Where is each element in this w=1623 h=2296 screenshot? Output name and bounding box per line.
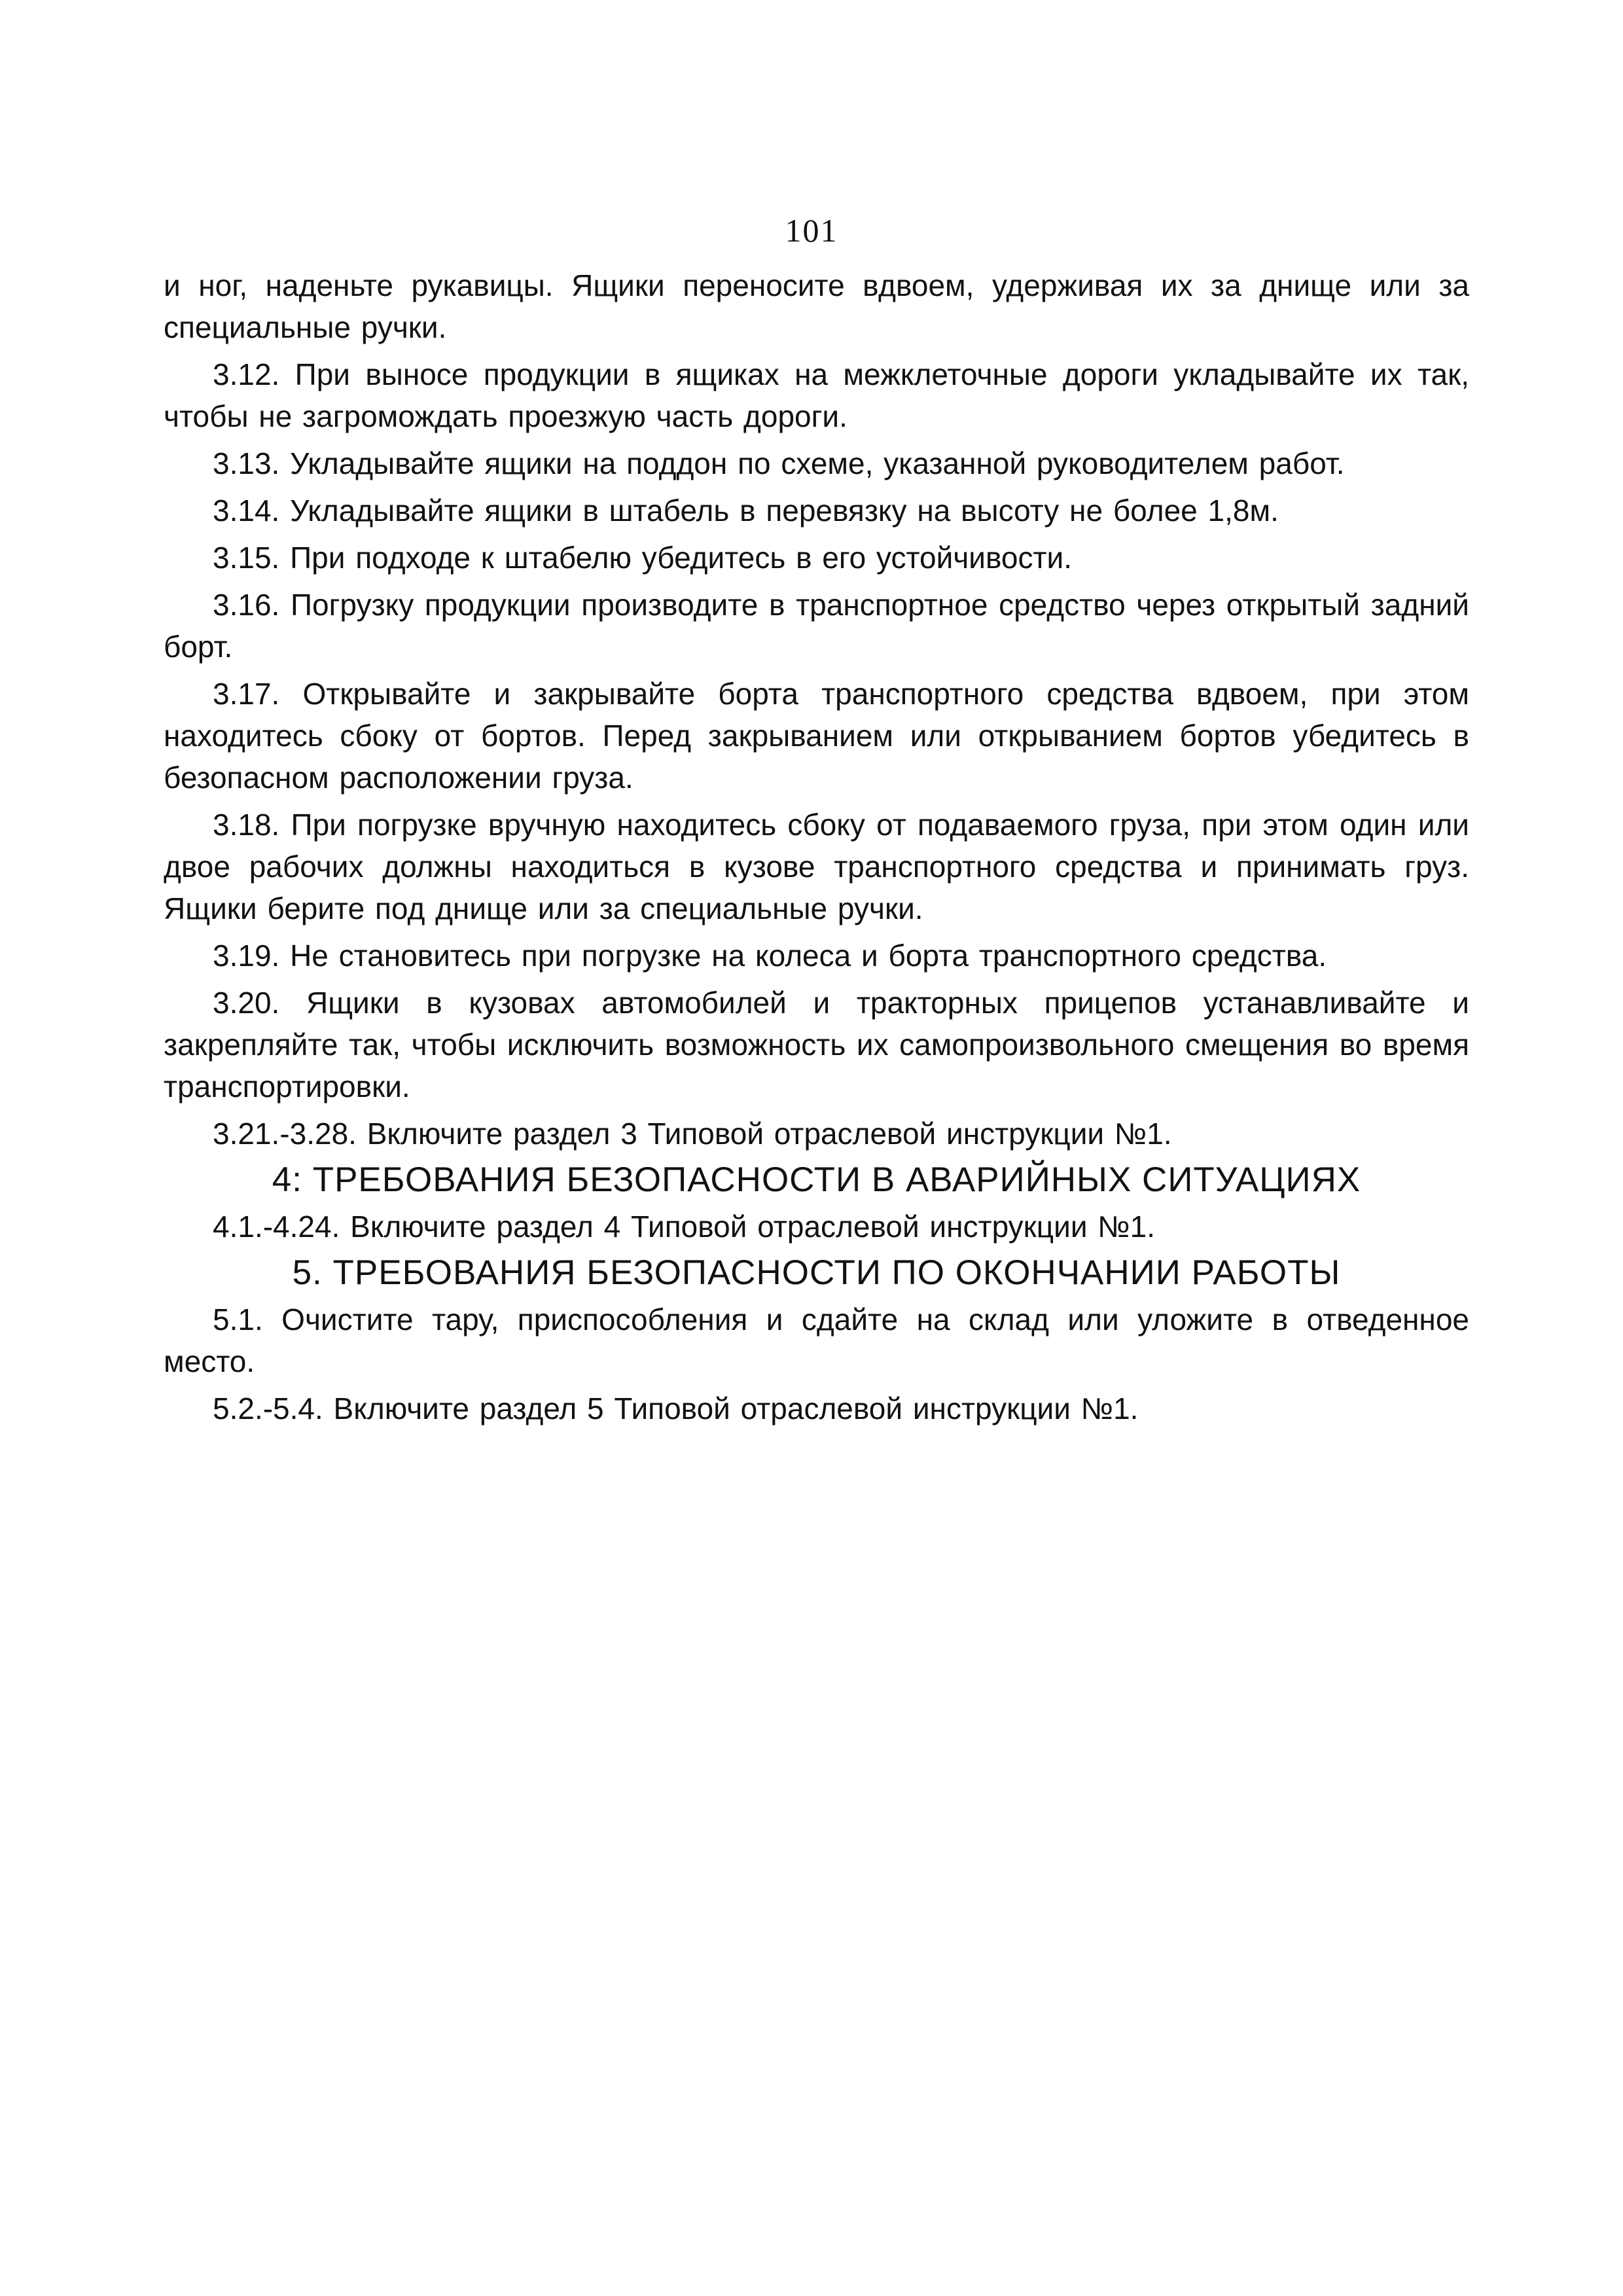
paragraph-3-21: 3.21.-3.28. Включите раздел 3 Типовой отраслевой инструкции №1. bbox=[213, 1117, 1172, 1151]
paragraph-4-1: 4.1.-4.24. Включите раздел 4 Типовой отраслевой инструкции №1. bbox=[213, 1210, 1156, 1244]
paragraph-5-1: 5.1. Очистите тару, приспособления и сдайте на склад или уложите в отведенное место. bbox=[164, 1302, 1469, 1378]
page-number: 101 bbox=[785, 212, 838, 249]
section-heading-4: 4: ТРЕБОВАНИЯ БЕЗОПАСНОСТИ В АВАРИЙНЫХ СИТУАЦИЯХ bbox=[272, 1160, 1361, 1199]
paragraph-continuation: и ног, наденьте рукавицы. Ящики переносите вдвоем, удерживая их за днище или за специальные ручки. bbox=[164, 268, 1469, 344]
paragraph-3-17: 3.17. Открывайте и закрывайте борта транспортного средства вдвоем, при этом находитесь сбоку от бортов. Перед закрыванием или открыванием бортов убедитесь в безопасном расположении груза. bbox=[164, 677, 1469, 795]
paragraph-3-18: 3.18. При погрузке вручную находитесь сбоку от подаваемого груза, при этом один или двое рабочих должны находиться в кузове транспортного средства и принимать груз. Ящики берите под днище или за специальные ручки. bbox=[164, 808, 1469, 925]
paragraph-3-20: 3.20. Ящики в кузовах автомобилей и тракторных прицепов устанавливайте и закрепляйте так, чтобы исключить возможность их самопроизвольного смещения во время транспортировки. bbox=[164, 986, 1469, 1103]
paragraph-3-19: 3.19. Не становитесь при погрузке на колеса и борта транспортного средства. bbox=[213, 939, 1327, 973]
paragraph-3-16: 3.16. Погрузку продукции производите в транспортное средство через открытый задний борт. bbox=[164, 588, 1469, 664]
paragraph-3-13: 3.13. Укладывайте ящики на поддон по схеме, указанной руководителем работ. bbox=[213, 446, 1345, 480]
paragraph-3-15: 3.15. При подходе к штабелю убедитесь в его устойчивости. bbox=[213, 541, 1073, 575]
body-text bbox=[164, 264, 1469, 1429]
paragraph-3-14: 3.14. Укладывайте ящики в штабель в перевязку на высоту не более 1,8м. bbox=[213, 493, 1279, 528]
paragraph-5-2: 5.2.-5.4. Включите раздел 5 Типовой отраслевой инструкции №1. bbox=[213, 1391, 1139, 1426]
section-heading-5: 5. ТРЕБОВАНИЯ БЕЗОПАСНОСТИ ПО ОКОНЧАНИИ РАБОТЫ bbox=[292, 1253, 1341, 1292]
paragraph-3-12: 3.12. При выносе продукции в ящиках на межклеточные дороги укладывайте их так, чтобы не загромождать проезжую часть дороги. bbox=[164, 357, 1469, 433]
